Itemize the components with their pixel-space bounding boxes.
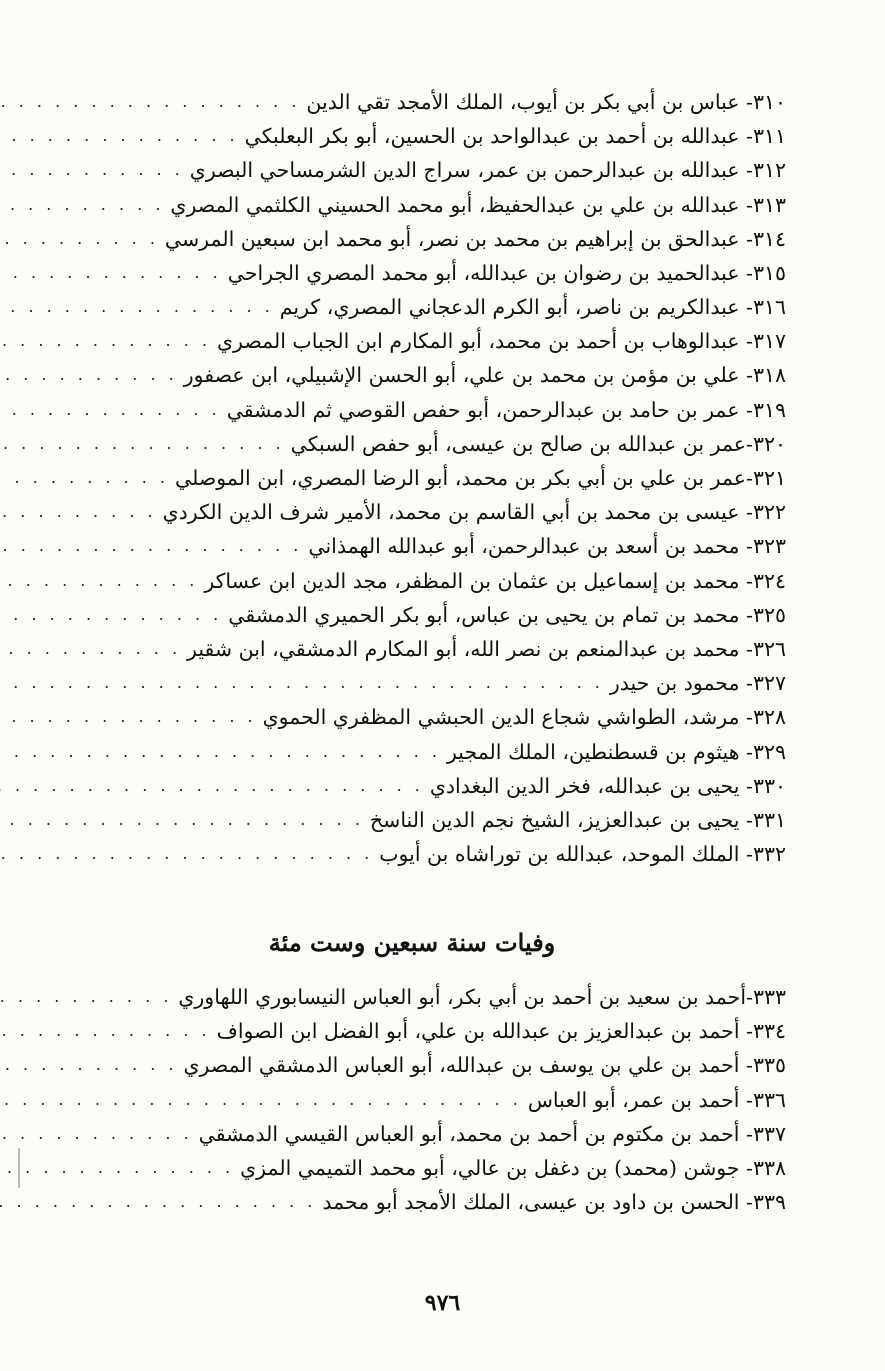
leader-dots xyxy=(0,358,184,392)
toc-entry xyxy=(38,529,786,563)
leader-dots xyxy=(0,666,610,700)
leader-dots xyxy=(0,1048,183,1082)
leader-dots xyxy=(0,427,291,461)
entry-title: ٣٣٠- يحيى بن عبدالله، فخر الدين البغدادي xyxy=(429,773,786,798)
leader-dots xyxy=(0,153,190,187)
entry-title: ٣١٤- عبدالحق بن إبراهيم بن محمد بن نصر، أبو محمد ابن سبعين المرسي xyxy=(164,226,786,251)
toc-entry xyxy=(38,735,786,769)
leader-dots xyxy=(0,735,447,769)
entry-title: ٣٢٥- محمد بن تمام بن يحيى بن عباس، أبو بكر الحميري الدمشقي xyxy=(228,602,786,627)
toc-entry xyxy=(38,427,786,461)
toc-entry xyxy=(38,700,786,734)
entry-title: ٣١٨- علي بن مؤمن بن محمد بن علي، أبو الحسن الإشبيلي، ابن عصفور xyxy=(183,363,786,388)
entry-title: ٣١١- عبدالله بن أحمد بن عبدالواحد بن الحسين، أبو بكر البعلبكي xyxy=(244,124,786,149)
entry-title: ٣٣٤- أحمد بن عبدالعزيز بن عبدالله بن علي، أبو الفضل ابن الصواف xyxy=(216,1019,786,1044)
leader-dots xyxy=(0,529,308,563)
toc-entry xyxy=(38,1014,786,1048)
entry-title: ٣١٩- عمر بن حامد بن عبدالرحمن، أبو حفص القوصي ثم الدمشقي xyxy=(226,397,786,422)
leader-dots xyxy=(0,564,204,598)
entry-title: ٣١٥- عبدالحميد بن رضوان بن عبدالله، أبو محمد المصري الجراحي xyxy=(227,260,786,285)
entry-title: ٣٣٣-أحمد بن سعيد بن أحمد بن أبي بكر، أبو العباس النيسابوري اللهاوري xyxy=(178,984,786,1009)
entry-title: ٣٢٧- محمود بن حيدر xyxy=(609,671,786,696)
toc-entry xyxy=(38,85,786,119)
leader-dots xyxy=(0,980,178,1014)
toc-entry xyxy=(38,1185,786,1219)
entry-title: ٣٣٥- أحمد بن علي بن يوسف بن عبدالله، أبو العباس الدمشقي المصري xyxy=(183,1053,786,1078)
entry-title: ٣٣٧- أحمد بن مكتوم بن أحمد بن محمد، أبو العباس القيسي الدمشقي xyxy=(198,1121,786,1146)
entry-title: ٣٢٣- محمد بن أسعد بن عبدالرحمن، أبو عبدالله الهمذاني xyxy=(308,534,786,559)
leader-dots xyxy=(0,1014,217,1048)
entry-title: ٣٣٨- جوشن (محمد) بن دغفل بن عالي، أبو محمد التميمي المزي xyxy=(240,1155,786,1180)
leader-dots xyxy=(0,324,217,358)
leader-dots xyxy=(0,598,228,632)
toc-entry xyxy=(38,837,786,871)
leader-dots xyxy=(0,803,370,837)
leader-dots xyxy=(0,495,163,529)
leader-dots xyxy=(0,393,227,427)
toc-entry xyxy=(38,598,786,632)
leader-dots xyxy=(0,1185,322,1219)
entry-title: ٣١٦- عبدالكريم بن ناصر، أبو الكرم الدعجاني المصري، كريم xyxy=(279,295,786,320)
entry-title: ٣٣٦- أحمد بن عمر، أبو العباس xyxy=(527,1087,786,1112)
entry-title: ٣١٢- عبدالله بن عبدالرحمن بن عمر، سراج الدين الشرمساحي البصري xyxy=(189,158,786,183)
leader-dots xyxy=(0,188,170,222)
toc-entry xyxy=(38,290,786,324)
toc-entry xyxy=(38,632,786,666)
leader-dots xyxy=(0,222,165,256)
toc-entry xyxy=(38,666,786,700)
toc-entry xyxy=(38,256,786,290)
toc-section-669 xyxy=(38,85,786,871)
leader-dots xyxy=(0,1151,240,1185)
toc-entry xyxy=(38,1117,786,1151)
leader-dots xyxy=(0,290,280,324)
toc-entry xyxy=(38,393,786,427)
entry-title: ٣١٧- عبدالوهاب بن أحمد بن محمد، أبو المكارم ابن الجباب المصري xyxy=(216,329,786,354)
entry-title: ٣٢٤- محمد بن إسماعيل بن عثمان بن المظفر، مجد الدين ابن عساكر xyxy=(204,568,786,593)
leader-dots xyxy=(0,632,187,666)
entry-title: ٣٣٢- الملك الموحد، عبدالله بن توراشاه بن أيوب xyxy=(379,842,786,867)
leader-dots xyxy=(0,85,306,119)
leader-dots xyxy=(0,119,245,153)
toc-entry xyxy=(38,1083,786,1117)
leader-dots xyxy=(0,837,379,871)
toc-entry xyxy=(38,564,786,598)
entry-title: ٣٢٨- مرشد، الطواشي شجاع الدين الحبشي المظفري الحموي xyxy=(262,705,786,730)
entry-title: ٣١٣- عبدالله بن علي بن عبدالحفيظ، أبو محمد الحسيني الكلثمي المصري xyxy=(170,192,786,217)
entry-title: ٣١٠- عباس بن أبي بكر بن أيوب، الملك الأمجد تقي الدين xyxy=(306,89,786,114)
entry-title: ٣٢٢- عيسى بن محمد بن أبي القاسم بن محمد، الأمير شرف الدين الكردي xyxy=(162,500,786,525)
leader-dots xyxy=(0,1083,528,1117)
toc-entry xyxy=(38,803,786,837)
section-heading: وفيات سنة سبعين وست مئة xyxy=(268,928,556,957)
page-number: ٩٧٦ xyxy=(424,1290,461,1316)
entry-title: ٣٣٩- الحسن بن داود بن عيسى، الملك الأمجد أبو محمد xyxy=(322,1190,786,1215)
entry-title: ٣٢١-عمر بن علي بن أبي بكر بن محمد، أبو الرضا المصري، ابن الموصلي xyxy=(175,466,786,491)
leader-dots xyxy=(0,700,263,734)
toc-entry xyxy=(38,222,786,256)
toc-section-670 xyxy=(38,980,786,1219)
toc-entry xyxy=(38,769,786,803)
leader-dots xyxy=(0,461,175,495)
leader-dots xyxy=(0,1117,199,1151)
toc-entry xyxy=(38,980,786,1014)
entry-title: ٣٢٦- محمد بن عبدالمنعم بن نصر الله، أبو المكارم الدمشقي، ابن شقير xyxy=(187,636,786,661)
toc-entry xyxy=(38,495,786,529)
entry-title: ٣٢٩- هيثوم بن قسطنطين، الملك المجير xyxy=(446,739,786,764)
toc-entry xyxy=(38,188,786,222)
toc-entry xyxy=(38,1048,786,1082)
toc-entry xyxy=(38,1151,786,1185)
toc-entry xyxy=(38,324,786,358)
margin-mark xyxy=(18,1148,20,1188)
entry-title: ٣٢٠-عمر بن عبدالله بن صالح بن عيسى، أبو حفص السبكي xyxy=(290,431,786,456)
leader-dots xyxy=(0,769,430,803)
entry-title: ٣٣١- يحيى بن عبدالعزيز، الشيخ نجم الدين الناسخ xyxy=(369,807,786,832)
toc-entry xyxy=(38,461,786,495)
toc-entry xyxy=(38,153,786,187)
leader-dots xyxy=(0,256,228,290)
toc-entry xyxy=(38,119,786,153)
toc-entry xyxy=(38,359,786,393)
